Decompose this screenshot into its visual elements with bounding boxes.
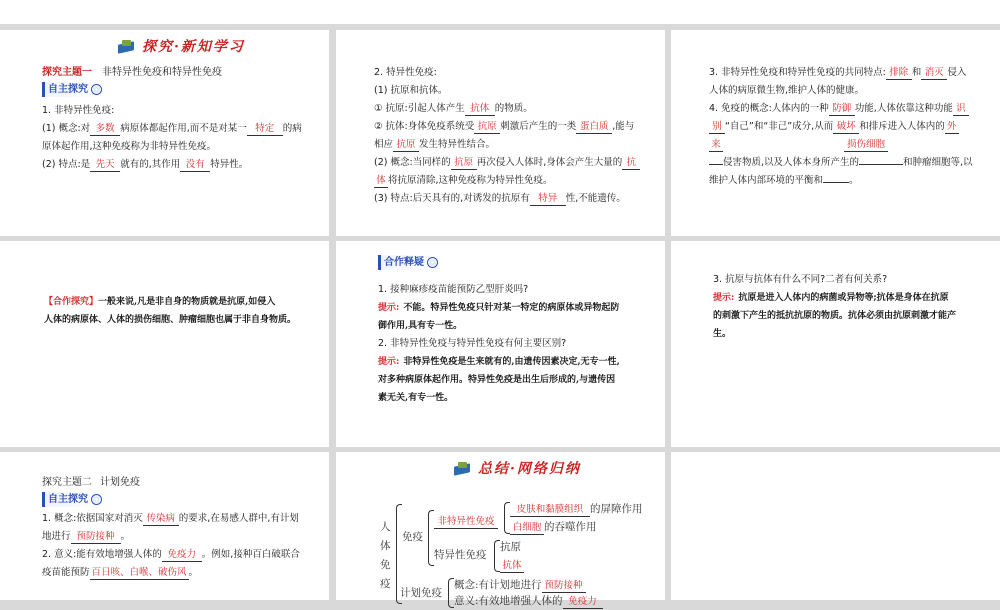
answer-blank: 免疫力 xyxy=(162,548,202,562)
hint-label: 提示: xyxy=(378,357,400,367)
slide-5[interactable] xyxy=(336,241,665,447)
slide-3[interactable] xyxy=(671,30,1000,236)
pill-text: 自主探究 xyxy=(48,493,88,505)
banner-title: 总结·网络归纳 xyxy=(478,461,581,477)
text-line: 地进行 预防接种 。 xyxy=(42,531,131,542)
pill-text: 合作释疑 xyxy=(384,256,424,268)
answer-blank: 消灭 xyxy=(921,66,947,80)
slide-9-empty[interactable] xyxy=(671,452,1000,600)
hint-label: 提示: xyxy=(378,303,400,313)
pill-text: 自主探究 xyxy=(48,83,88,95)
map-node-antibody xyxy=(500,556,524,574)
empty-blank xyxy=(709,164,723,165)
empty-blank xyxy=(823,182,849,183)
answer-blank: 抗原 xyxy=(393,138,419,152)
slide-7[interactable] xyxy=(0,452,329,600)
answer-blank: 预防接种 xyxy=(542,579,586,593)
answer-blank: 来 xyxy=(709,138,723,152)
map-node-skin: 皮肤和黏膜组织 的屏障作用 xyxy=(510,500,643,518)
answer-blank: 防御 xyxy=(829,102,855,116)
section-banner xyxy=(454,460,581,478)
hint-label: 提示: xyxy=(713,293,735,303)
top-strip xyxy=(0,0,1000,24)
map-node-wbc: 白细胞 的吞噬作用 xyxy=(510,518,597,536)
map-node-nonspecific xyxy=(434,512,498,530)
topic-heading xyxy=(42,64,222,82)
text-line: 侵害物质,以及人体本身所产生的 和肿瘤细胞等,以 xyxy=(709,154,973,172)
answer-line: 生。 xyxy=(713,329,732,339)
map-node-meaning: 意义:有效地增强人体的 免疫力 xyxy=(454,592,603,610)
question-line: 1. 接种麻疹疫苗能预防乙型肝炎吗? xyxy=(378,284,529,295)
slide-4[interactable] xyxy=(0,241,329,447)
slide-6[interactable] xyxy=(671,241,1000,447)
text-line: 人体的病原体、人体的损伤细胞、肿瘤细胞也属于非自身物质。 xyxy=(44,315,297,325)
text-line: (1) 抗原和抗体。 xyxy=(374,85,448,96)
answer-blank: 免疫力 xyxy=(563,595,603,609)
self-explore-label xyxy=(42,492,102,507)
answer-blank: 特异 xyxy=(530,192,566,206)
text-line: 疫苗能预防 百日咳、白喉、破伤风 。 xyxy=(42,567,199,578)
empty-blank xyxy=(859,164,903,165)
disc-icon xyxy=(427,257,438,268)
book-icon xyxy=(118,40,136,54)
answer-line: 提示: 非特异性免疫是生来就有的,由遗传因素决定,无专一性, xyxy=(378,357,620,367)
answer-blank: 白细胞 xyxy=(510,521,544,535)
coop-explain-label xyxy=(378,255,438,270)
book-icon xyxy=(454,462,472,476)
disc-icon xyxy=(91,84,102,95)
answer-blank: 皮肤和黏膜组织 xyxy=(510,503,590,517)
map-node-planned: 计划免疫 xyxy=(400,587,442,599)
answer-blank: 传染病 xyxy=(143,512,179,526)
answer-blank: 百日咳、白喉、破伤风 xyxy=(91,567,187,578)
answer-blank: 外 xyxy=(945,120,959,134)
slide-2[interactable] xyxy=(336,30,665,236)
topic-heading xyxy=(42,474,140,492)
topic-title: 计划免疫 xyxy=(100,477,140,488)
answer-blank: 抗体 xyxy=(500,559,524,573)
map-node-specific: 特异性免疫 xyxy=(434,549,487,561)
answer-line: 对多种病原体起作用。特异性免疫是出生后形成的,与遗传因 xyxy=(378,375,616,385)
answer-blank: 排除 xyxy=(886,66,912,80)
section-banner xyxy=(118,38,245,56)
topic-title: 非特异性免疫和特异性免疫 xyxy=(102,67,222,78)
text-line: (3) 特点:后天具有的,对诱发的抗原有 特异 性,不能遗传。 xyxy=(374,193,626,204)
text-line: 体 将抗原清除,这种免疫称为特异性免疫。 xyxy=(374,172,553,190)
question-line: 2. 非特异性免疫与特异性免疫有何主要区别? xyxy=(378,338,567,349)
answer-blank: 破坏 xyxy=(833,120,859,134)
text-line: 人体的病原微生物,维护人体的健康。 xyxy=(709,85,865,96)
text-line: 2. 特异性免疫: xyxy=(374,67,437,78)
text-line: 原体起作用,这种免疫称为非特异性免疫。 xyxy=(42,141,217,152)
answer-blank: 损伤细胞 xyxy=(844,138,888,152)
text-line xyxy=(709,136,888,154)
answer-blank: 抗 xyxy=(622,156,640,170)
answer-blank: 没有 xyxy=(180,158,210,172)
slide-8[interactable] xyxy=(336,452,665,607)
answer-blank: 别 xyxy=(709,120,725,134)
banner-title: 探究·新知学习 xyxy=(142,39,245,55)
text-line: 相应 抗原 发生特异性结合。 xyxy=(374,139,496,150)
text-line: 1. 非特异性免疫: xyxy=(42,105,115,116)
disc-icon xyxy=(91,494,102,505)
coop-tag: 【合作探究】 xyxy=(44,297,99,307)
text-line: 别 “自己”和“非己”成分,从而 破坏 和排斥进入人体内的 外 xyxy=(709,118,959,136)
text-line: 【合作探究】一般来说,凡是非自身的物质就是抗原,如侵入 xyxy=(44,297,276,307)
self-explore-label xyxy=(42,82,102,97)
answer-blank: 非特异性免疫 xyxy=(434,515,498,529)
answer-blank: 体 xyxy=(374,174,388,188)
answer-line: 素无关,有专一性。 xyxy=(378,393,454,403)
text-line: (1) 概念:对 多数 病原体都起作用,而不是对某一 特定 的病 xyxy=(42,123,302,134)
map-node-immune: 免疫 xyxy=(402,531,423,543)
topic-tag: 探究主题一 xyxy=(42,67,92,78)
answer-blank: 抗原 xyxy=(451,156,477,170)
answer-blank: 蛋白质 xyxy=(576,120,612,134)
text-line: 3. 非特异性免疫和特异性免疫的共同特点: 排除 和 消灭 侵入 xyxy=(709,67,967,78)
text-line: 1. 概念:依据国家对消灭 传染病 的要求,在易感人群中,有计划 xyxy=(42,513,299,524)
answer-line: 提示: 抗原是进入人体内的病菌或异物等;抗体是身体在抗原 xyxy=(713,293,949,303)
text-line: 2. 意义:能有效地增强人体的 免疫力 。例如,接种百白破联合 xyxy=(42,549,300,560)
answer-blank: 先天 xyxy=(90,158,120,172)
answer-blank: 识 xyxy=(953,102,969,116)
topic-tag: 探究主题二 xyxy=(42,477,92,488)
text-line: 4. 免疫的概念:人体内的一种 防御 功能,人体依靠这种功能 识 xyxy=(709,100,969,118)
answer-blank: 多数 xyxy=(90,122,120,136)
text-line: (2) 特点:是 先天 就有的,其作用 没有 特异性。 xyxy=(42,159,249,170)
text-line: ② 抗体:身体免疫系统受 抗原 刺激后产生的一类 蛋白质 ,能与 xyxy=(374,121,635,132)
answer-blank: 抗原 xyxy=(474,120,500,134)
answer-line: 御作用,具有专一性。 xyxy=(378,321,463,331)
answer-blank: 预防接种 xyxy=(71,530,121,544)
answer-blank: 特定 xyxy=(247,122,283,136)
map-node-concept: 概念:有计划地进行 预防接种 xyxy=(454,576,586,594)
answer-line: 提示: 不能。特异性免疫只针对某一特定的病原体或异物起防 xyxy=(378,303,620,313)
text-line: ① 抗原:引起人体产生 抗体 的物质。 xyxy=(374,103,533,114)
map-node-antigen: 抗原 xyxy=(500,541,521,553)
answer-line: 的刺激下产生的抵抗抗原的物质。抗体必须由抗原刺激才能产 xyxy=(713,311,957,321)
text-line: (2) 概念:当同样的 抗原 再次侵入人体时,身体会产生大量的 抗 xyxy=(374,154,640,172)
question-line: 3. 抗原与抗体有什么不同?二者有何关系? xyxy=(713,274,888,285)
slide-1[interactable] xyxy=(0,30,329,236)
map-root: 人体免疫 xyxy=(380,521,391,590)
text-line: 维护人体内部环境的平衡和 。 xyxy=(709,175,859,186)
answer-blank: 抗体 xyxy=(465,102,495,116)
